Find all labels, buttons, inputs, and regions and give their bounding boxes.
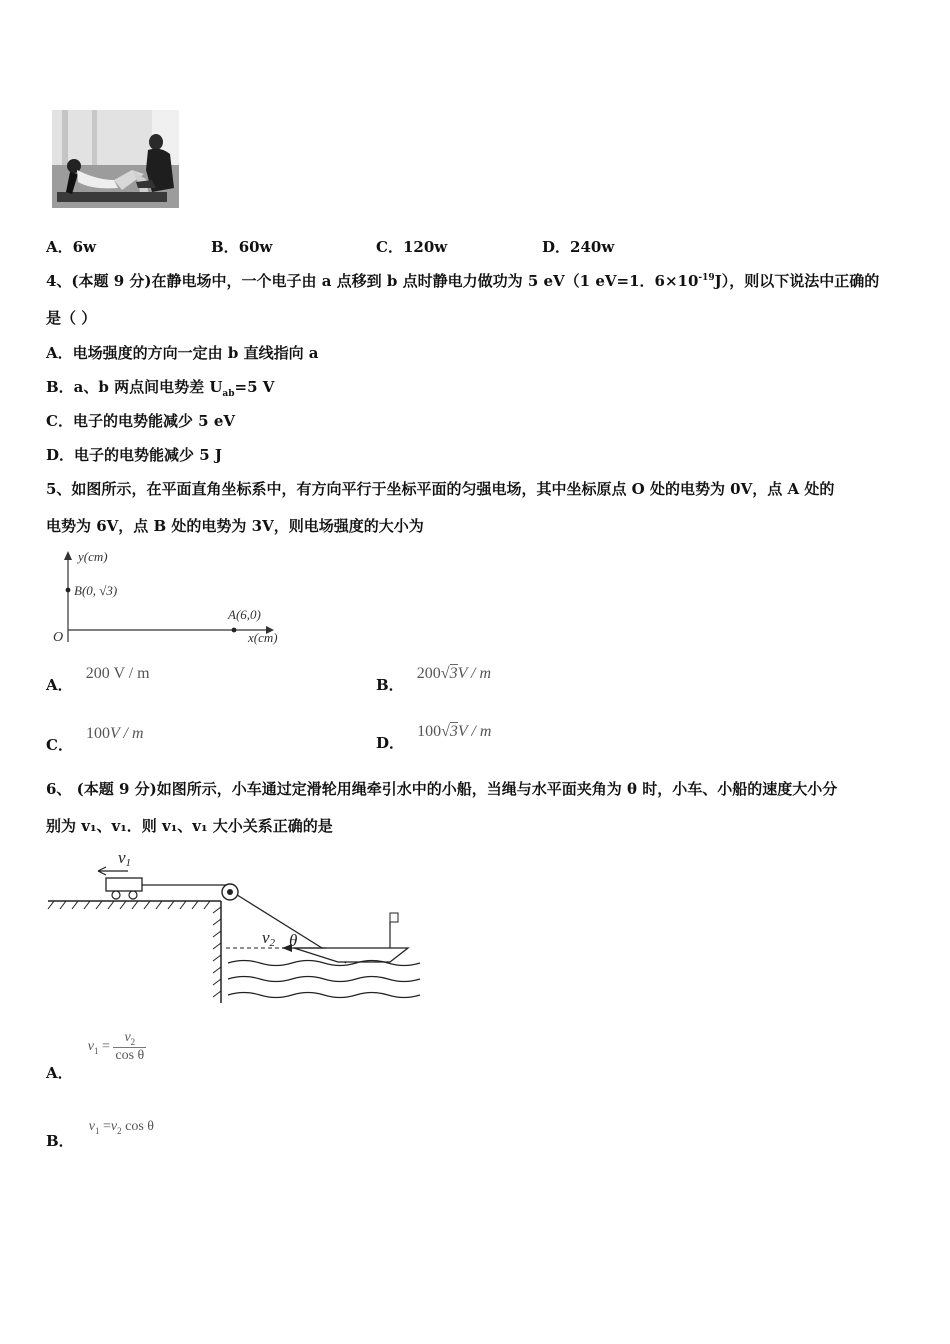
flag-icon [390,913,398,922]
y-axis-label: y(cm) [78,549,108,564]
boat [294,948,408,962]
q5-option-d[interactable]: D． 100√3V / m [376,723,492,752]
pulley-axle [227,889,233,895]
point-b [66,588,71,593]
q5-option-c[interactable]: C． 100V / m [46,725,144,754]
x-axis-label: x(cm) [248,630,278,645]
v2-label: v2 [262,928,276,949]
q3-option-d[interactable]: D．240w [542,238,615,256]
q5-option-b[interactable]: B． 200√3V / m [376,665,492,694]
cart-wheel [112,891,120,899]
point-a-label: A(6,0) [228,607,261,622]
q4-stem-line1: 4、(本题 9 分)在静电场中，一个电子由 a 点移到 b 点时静电力做功为 5 eV（1 eV=1．$6\times 10^{-19}J$），则以下说法中正确的 [46,272,880,290]
q4-option-a[interactable]: A．电场强度的方向一定由 b 直线指向 a [46,344,319,362]
q5-option-a[interactable]: A． 200 V / m [46,665,150,694]
q5-option-c-math: 100V / m [86,725,144,742]
water-wave [228,977,420,982]
cart-wheel [129,891,137,899]
q3-option-b[interactable]: B．60w [211,238,273,256]
point-a [232,628,237,633]
q6-option-a-formula: $v_1$ = $\frac{v_2}{\text{cos θ}}$ [87,1030,145,1063]
q5-option-d-math: 100√3V / m [417,723,492,740]
q5-coordinate-figure [48,546,298,648]
q4-option-d[interactable]: D．电子的电势能减少 5 J [46,446,222,464]
water-wave [228,993,420,998]
cart [106,878,142,891]
q6-option-b[interactable]: B． $v_1 =v_2$ cos θ [46,1119,154,1150]
y-axis-arrow-icon [64,551,72,560]
q6-stem-line2: 别为 v₁、v₁．则 v₁、v₁ 大小关系正确的是 [46,817,333,835]
q6-option-a[interactable]: A． $v_1$ = $\frac{v_2}{\text{cos θ}}$ [46,1030,145,1083]
q5-option-a-math: 200 V / m [85,665,150,682]
q6-option-b-formula: $v_1 =v_2$ cos θ [88,1119,154,1136]
q5-stem-line1: 5、如图所示，在平面直角坐标系中，有方向平行于坐标平面的匀强电场，其中坐标原点 O 处的电势为 0V，点 A 处的 [46,480,835,498]
q6-stem-line1: 6、 (本题 9 分)如图所示，小车通过定滑轮用绳牵引水中的小船，当绳与水平面夹角为 θ 时，小车、小船的速度大小分 [46,780,838,798]
sit-up-photo [52,110,179,208]
q5-option-b-math: 200√3V / m [416,665,492,682]
q5-stem-line2: 电势为 6V，点 B 处的电势为 3V，则电场强度的大小为 [46,517,424,535]
q4-option-c[interactable]: C．电子的电势能减少 5 eV [46,412,236,430]
origin-label: O [53,630,64,645]
q4-option-b[interactable]: B．a、b 两点间电势差 $U_{ab}=5$ V [46,378,275,399]
point-b-label: B(0, √3) [74,583,118,598]
q6-pulley-boat-figure [46,845,426,1007]
v1-label: v1 [118,848,132,869]
q3-option-a[interactable]: A．6w [46,238,96,256]
q3-option-c[interactable]: C．120w [376,238,448,256]
theta-label: θ [289,931,298,950]
q4-stem-line2: 是（ ） [46,309,97,327]
